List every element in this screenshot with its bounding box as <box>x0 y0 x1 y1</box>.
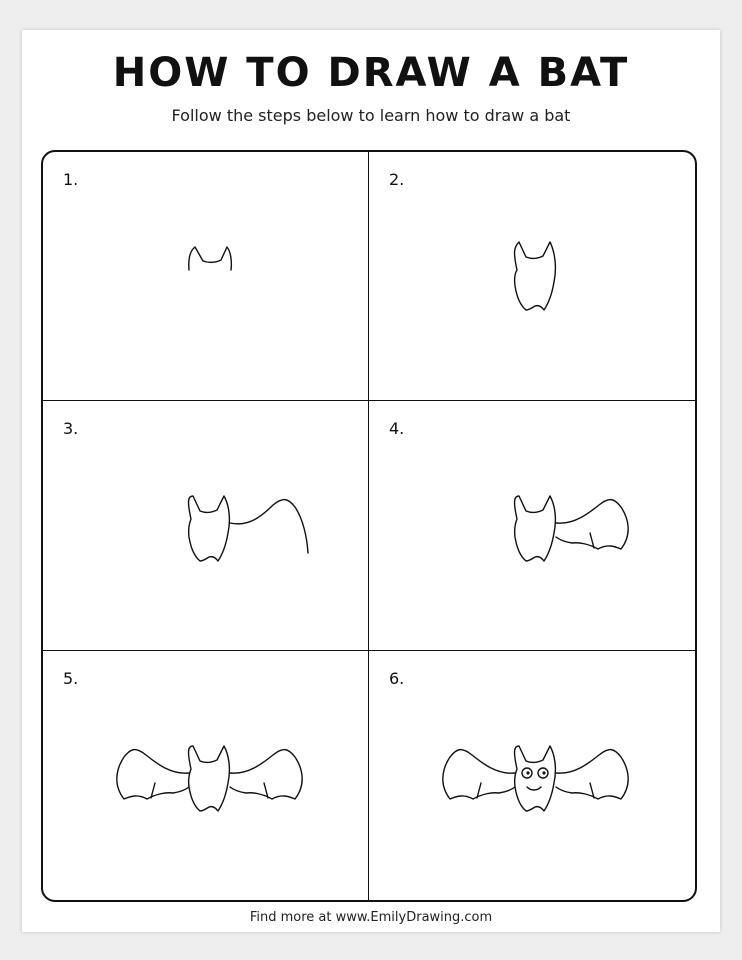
step-number: 2. <box>389 170 405 189</box>
step-panel-6 <box>369 651 695 900</box>
step-6-drawing <box>369 651 696 901</box>
step-panel-1 <box>43 152 369 401</box>
step-panel-5 <box>43 651 369 900</box>
step-2-drawing <box>369 152 696 402</box>
page-subtitle: Follow the steps below to learn how to draw a bat <box>171 106 571 125</box>
footer-credit: Find more at www.EmilyDrawing.com <box>249 910 493 925</box>
step-number: 6. <box>389 668 405 688</box>
step-4-drawing <box>369 401 696 651</box>
step-number: 3. <box>63 419 79 439</box>
step-panel-4 <box>369 401 695 650</box>
step-5-drawing <box>43 651 370 901</box>
step-panel-2 <box>369 152 695 401</box>
step-3-drawing <box>43 401 370 651</box>
worksheet <box>22 30 720 932</box>
step-panel-3 <box>43 401 369 650</box>
step-number: 4. <box>389 419 405 439</box>
steps-grid <box>41 150 697 902</box>
step-1-drawing <box>43 152 370 402</box>
step-number: 5. <box>63 668 79 688</box>
step-number: 1. <box>63 170 79 189</box>
page-title: HOW TO DRAW A BAT <box>112 50 630 96</box>
